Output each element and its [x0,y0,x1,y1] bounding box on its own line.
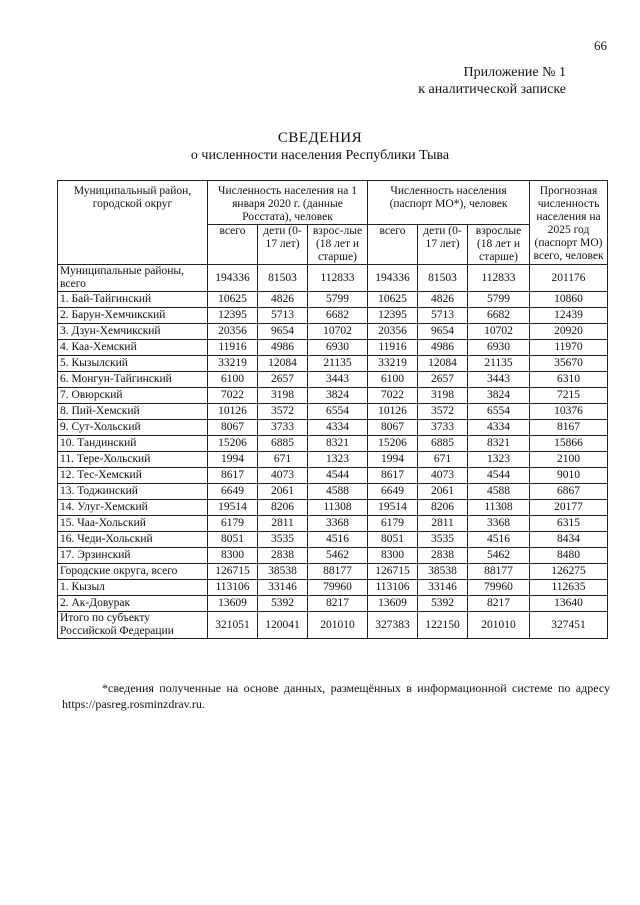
cell-p-total: 126715 [368,564,418,580]
cell-r-adults: 5462 [308,548,368,564]
cell-p-adults: 8217 [468,596,530,612]
table-row [58,324,608,340]
cell-name: 5. Кызылский [58,356,208,372]
header-passport-children: дети (0-17 лет) [418,225,468,265]
header-rosstat-group: Численность населения на 1 января 2020 г. (данные Росстата), человек [208,181,368,225]
cell-forecast: 9010 [530,468,608,484]
cell-p-children: 2657 [418,372,468,388]
cell-p-total: 19514 [368,500,418,516]
cell-forecast: 35670 [530,356,608,372]
cell-forecast: 126275 [530,564,608,580]
cell-p-adults: 4334 [468,420,530,436]
table-row [58,532,608,548]
cell-r-children: 120041 [258,612,308,639]
cell-r-total: 10126 [208,404,258,420]
cell-forecast: 10376 [530,404,608,420]
cell-p-total: 12395 [368,308,418,324]
cell-forecast: 6310 [530,372,608,388]
cell-forecast: 10860 [530,292,608,308]
appendix-line-1: Приложение № 1 [463,65,566,80]
cell-r-adults: 4544 [308,468,368,484]
cell-p-adults: 88177 [468,564,530,580]
table-row [58,356,608,372]
cell-r-children: 81503 [258,265,308,292]
cell-p-total: 1994 [368,452,418,468]
cell-name: 15. Чаа-Хольский [58,516,208,532]
table-row [58,404,608,420]
table-row [58,388,608,404]
table-row [58,372,608,388]
cell-r-total: 15206 [208,436,258,452]
cell-r-adults: 8321 [308,436,368,452]
cell-forecast: 13640 [530,596,608,612]
cell-p-children: 122150 [418,612,468,639]
cell-p-total: 6649 [368,484,418,500]
cell-r-total: 20356 [208,324,258,340]
cell-name: 7. Овюрский [58,388,208,404]
cell-r-children: 4826 [258,292,308,308]
cell-r-adults: 3443 [308,372,368,388]
cell-p-children: 3198 [418,388,468,404]
cell-r-adults: 4334 [308,420,368,436]
appendix-caption [418,64,566,98]
table-row [58,436,608,452]
footnote: *сведения полученные на основе данных, размещённых в информационной системе по адресу https://pasreg.rosminzdrav.ru. [62,681,610,711]
cell-r-adults: 88177 [308,564,368,580]
cell-p-total: 113106 [368,580,418,596]
table-row [58,420,608,436]
cell-name: 4. Каа-Хемский [58,340,208,356]
cell-r-children: 4073 [258,468,308,484]
cell-r-total: 126715 [208,564,258,580]
table-body [58,265,608,639]
cell-p-children: 4986 [418,340,468,356]
cell-p-adults: 3368 [468,516,530,532]
cell-p-total: 8617 [368,468,418,484]
cell-p-total: 33219 [368,356,418,372]
table-row [58,596,608,612]
document-title: СВЕДЕНИЯ [277,130,363,146]
cell-r-total: 194336 [208,265,258,292]
cell-p-children: 5713 [418,308,468,324]
cell-forecast: 15866 [530,436,608,452]
cell-p-adults: 6930 [468,340,530,356]
cell-name: Городские округа, всего [58,564,208,580]
cell-p-children: 2811 [418,516,468,532]
cell-r-children: 4986 [258,340,308,356]
cell-name: 8. Пий-Хемский [58,404,208,420]
table-row [58,468,608,484]
cell-p-total: 327383 [368,612,418,639]
cell-p-total: 8300 [368,548,418,564]
cell-r-adults: 21135 [308,356,368,372]
cell-r-children: 3198 [258,388,308,404]
table-row [58,452,608,468]
cell-p-total: 194336 [368,265,418,292]
cell-p-total: 6100 [368,372,418,388]
cell-p-children: 81503 [418,265,468,292]
table-row [58,308,608,324]
header-passport-group: Численность населения (паспорт МО*), человек [368,181,530,225]
header-passport-adults: взрослые (18 лет и старше) [468,225,530,265]
cell-r-adults: 11308 [308,500,368,516]
table-header [58,181,608,265]
table-row [58,265,608,292]
cell-p-adults: 4588 [468,484,530,500]
cell-r-total: 8617 [208,468,258,484]
cell-r-adults: 1323 [308,452,368,468]
cell-name: Муниципальные районы, всего [58,265,208,292]
header-passport-total: всего [368,225,418,265]
cell-r-total: 1994 [208,452,258,468]
cell-r-adults: 5799 [308,292,368,308]
cell-name: 16. Чеди-Хольский [58,532,208,548]
table-row [58,340,608,356]
cell-p-children: 6885 [418,436,468,452]
table-row [58,500,608,516]
cell-r-adults: 6930 [308,340,368,356]
cell-r-adults: 6682 [308,308,368,324]
cell-r-total: 6179 [208,516,258,532]
header-rosstat-total: всего [208,225,258,265]
cell-p-children: 12084 [418,356,468,372]
cell-p-children: 671 [418,452,468,468]
cell-r-total: 6100 [208,372,258,388]
cell-p-adults: 3443 [468,372,530,388]
cell-r-total: 6649 [208,484,258,500]
cell-forecast: 7215 [530,388,608,404]
cell-r-adults: 8217 [308,596,368,612]
cell-r-adults: 112833 [308,265,368,292]
cell-r-total: 10625 [208,292,258,308]
cell-r-children: 3733 [258,420,308,436]
table-row [58,580,608,596]
cell-name: 1. Бай-Тайгинский [58,292,208,308]
cell-name: 12. Тес-Хемский [58,468,208,484]
cell-r-total: 8300 [208,548,258,564]
cell-p-adults: 4544 [468,468,530,484]
cell-r-adults: 201010 [308,612,368,639]
cell-p-adults: 4516 [468,532,530,548]
cell-name: 14. Улуг-Хемский [58,500,208,516]
cell-name: 11. Тере-Хольский [58,452,208,468]
cell-r-children: 33146 [258,580,308,596]
cell-r-adults: 6554 [308,404,368,420]
cell-r-total: 321051 [208,612,258,639]
cell-r-children: 38538 [258,564,308,580]
cell-p-children: 3733 [418,420,468,436]
cell-forecast: 11970 [530,340,608,356]
cell-p-total: 10625 [368,292,418,308]
cell-forecast: 12439 [530,308,608,324]
cell-p-adults: 3824 [468,388,530,404]
cell-r-total: 12395 [208,308,258,324]
cell-r-total: 11916 [208,340,258,356]
cell-r-children: 12084 [258,356,308,372]
header-forecast: Прогнозная численность населения на 2025 год (паспорт МО) всего, человек [530,181,608,265]
cell-forecast: 8434 [530,532,608,548]
appendix-line-2: к аналитической записке [418,82,566,97]
cell-p-adults: 11308 [468,500,530,516]
cell-r-children: 8206 [258,500,308,516]
cell-p-total: 15206 [368,436,418,452]
cell-name: 2. Ак-Довурак [58,596,208,612]
cell-name: Итого по субъекту Российской Федерации [58,612,208,639]
cell-p-children: 8206 [418,500,468,516]
cell-r-children: 3535 [258,532,308,548]
table-row [58,548,608,564]
page-number: 66 [594,38,607,53]
cell-r-children: 2061 [258,484,308,500]
cell-forecast: 8480 [530,548,608,564]
table-row [58,484,608,500]
cell-p-adults: 201010 [468,612,530,639]
cell-forecast: 6867 [530,484,608,500]
cell-name: 17. Эрзинский [58,548,208,564]
cell-p-adults: 6682 [468,308,530,324]
cell-name: 10. Тандинский [58,436,208,452]
cell-r-adults: 3368 [308,516,368,532]
cell-forecast: 6315 [530,516,608,532]
cell-name: 1. Кызыл [58,580,208,596]
cell-p-total: 8067 [368,420,418,436]
cell-r-children: 671 [258,452,308,468]
cell-r-adults: 4516 [308,532,368,548]
cell-p-children: 38538 [418,564,468,580]
document-subtitle: о численности населения Республики Тыва [190,148,450,163]
cell-p-total: 11916 [368,340,418,356]
cell-r-children: 2838 [258,548,308,564]
cell-r-adults: 10702 [308,324,368,340]
cell-r-total: 13609 [208,596,258,612]
cell-p-children: 5392 [418,596,468,612]
population-table [57,180,608,639]
cell-p-children: 2061 [418,484,468,500]
cell-p-adults: 1323 [468,452,530,468]
cell-forecast: 327451 [530,612,608,639]
cell-p-adults: 21135 [468,356,530,372]
cell-r-total: 33219 [208,356,258,372]
cell-r-total: 8067 [208,420,258,436]
cell-name: 2. Барун-Хемчикский [58,308,208,324]
header-rosstat-children: дети (0-17 лет) [258,225,308,265]
cell-r-total: 7022 [208,388,258,404]
cell-r-total: 19514 [208,500,258,516]
cell-p-adults: 8321 [468,436,530,452]
cell-r-children: 2811 [258,516,308,532]
cell-p-total: 8051 [368,532,418,548]
cell-forecast: 112635 [530,580,608,596]
cell-p-total: 13609 [368,596,418,612]
header-rosstat-adults: взрос-лые (18 лет и старше) [308,225,368,265]
cell-r-children: 5713 [258,308,308,324]
cell-p-total: 20356 [368,324,418,340]
cell-r-children: 6885 [258,436,308,452]
table-row [58,564,608,580]
cell-r-adults: 79960 [308,580,368,596]
cell-p-total: 7022 [368,388,418,404]
cell-forecast: 2100 [530,452,608,468]
cell-r-children: 2657 [258,372,308,388]
cell-p-children: 9654 [418,324,468,340]
cell-p-adults: 79960 [468,580,530,596]
cell-p-total: 10126 [368,404,418,420]
cell-p-adults: 5799 [468,292,530,308]
cell-forecast: 201176 [530,265,608,292]
cell-p-total: 6179 [368,516,418,532]
table-row [58,516,608,532]
cell-r-children: 3572 [258,404,308,420]
cell-p-children: 3535 [418,532,468,548]
cell-r-children: 9654 [258,324,308,340]
table-row [58,292,608,308]
cell-r-total: 113106 [208,580,258,596]
table-row [58,612,608,639]
cell-name: 13. Тоджинский [58,484,208,500]
cell-forecast: 8167 [530,420,608,436]
header-district: Муниципальный район, городской округ [58,181,208,265]
cell-p-adults: 6554 [468,404,530,420]
cell-p-adults: 112833 [468,265,530,292]
cell-r-adults: 3824 [308,388,368,404]
cell-p-children: 3572 [418,404,468,420]
cell-p-children: 4826 [418,292,468,308]
cell-name: 6. Монгун-Тайгинский [58,372,208,388]
cell-p-children: 33146 [418,580,468,596]
cell-p-adults: 10702 [468,324,530,340]
cell-r-total: 8051 [208,532,258,548]
cell-r-adults: 4588 [308,484,368,500]
cell-p-children: 2838 [418,548,468,564]
cell-forecast: 20920 [530,324,608,340]
cell-name: 9. Сут-Хольский [58,420,208,436]
cell-p-adults: 5462 [468,548,530,564]
cell-p-children: 4073 [418,468,468,484]
cell-r-children: 5392 [258,596,308,612]
cell-name: 3. Дзун-Хемчикский [58,324,208,340]
cell-forecast: 20177 [530,500,608,516]
